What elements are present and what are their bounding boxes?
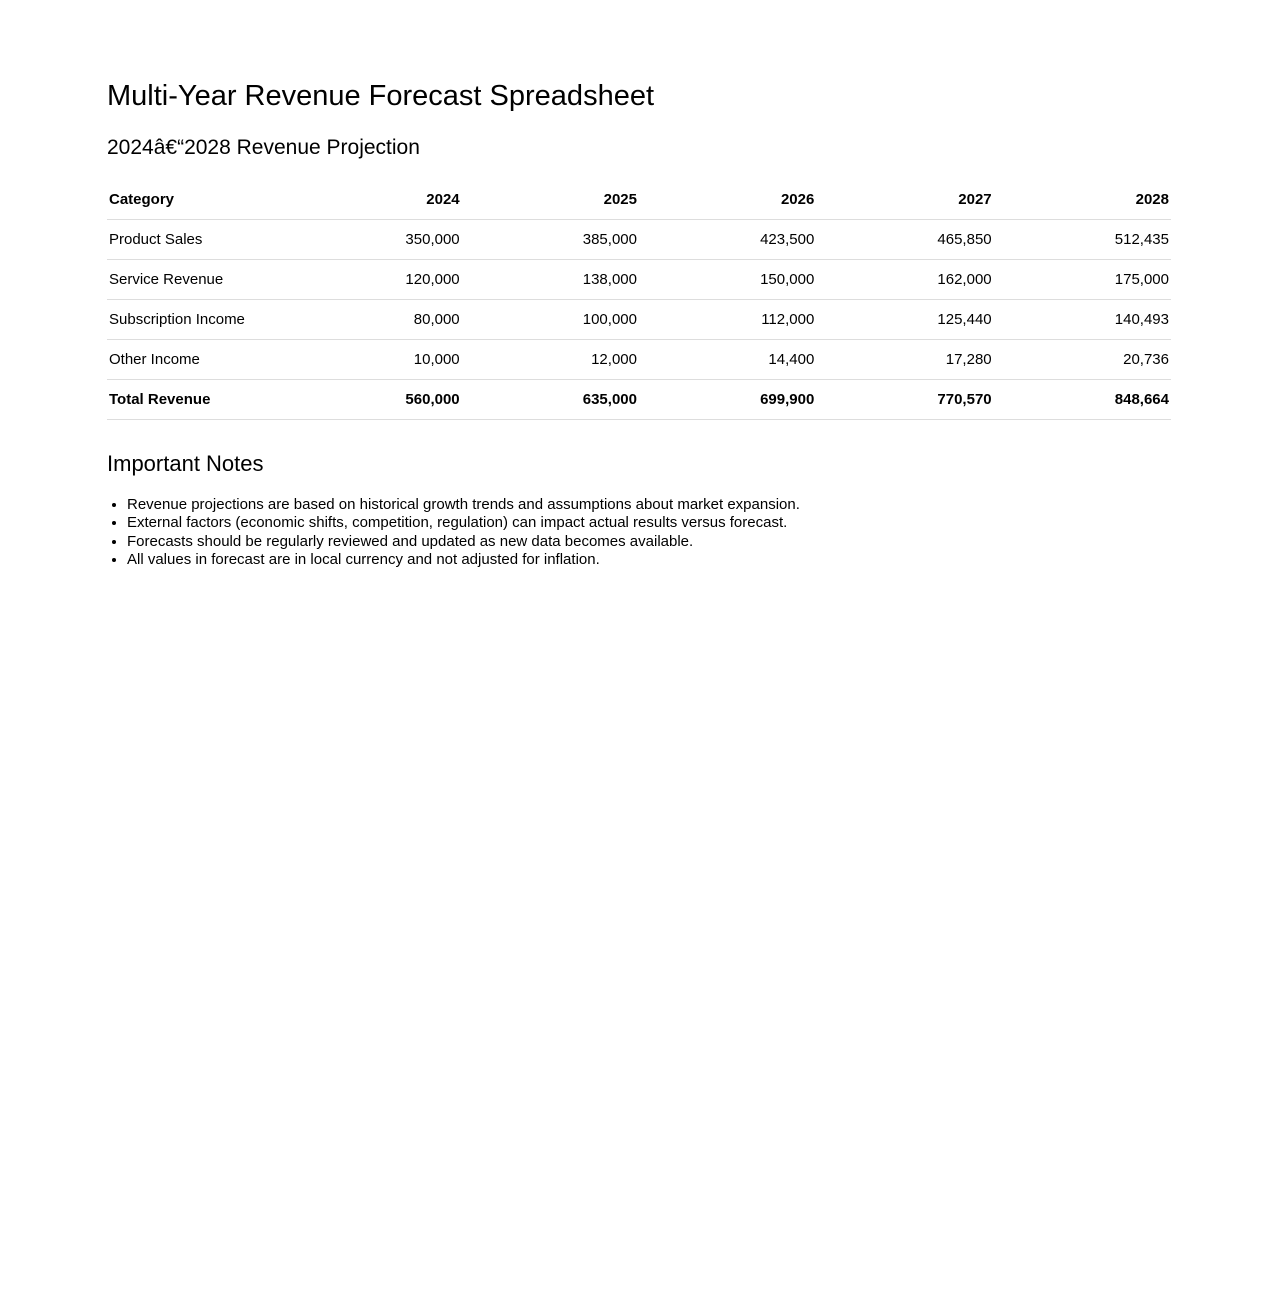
table-body [107,220,1171,420]
note-item: • Revenue projections are based on historical growth trends and assumptions about market expansion. [127,496,1171,515]
value-cell: 162,000 [816,260,993,300]
content-container [107,0,1171,570]
value-cell: 175,000 [994,260,1171,300]
column-header-2025: 2025 [462,180,639,220]
total-value-cell: 848,664 [994,380,1171,420]
value-cell: 140,493 [994,300,1171,340]
column-header-2024: 2024 [284,180,461,220]
value-cell: 385,000 [462,220,639,260]
value-cell: 350,000 [284,220,461,260]
category-cell: Product Sales [107,220,284,260]
category-cell: Subscription Income [107,300,284,340]
category-cell: Service Revenue [107,260,284,300]
total-row [107,380,1171,420]
value-cell: 465,850 [816,220,993,260]
value-cell: 17,280 [816,340,993,380]
value-cell: 80,000 [284,300,461,340]
table-header [107,180,1171,220]
note-item: • All values in forecast are in local currency and not adjusted for inflation. [127,551,1171,570]
note-item: • Forecasts should be regularly reviewed and updated as new data becomes available. [127,533,1171,552]
value-cell: 12,000 [462,340,639,380]
column-header-2028: 2028 [994,180,1171,220]
total-value-cell: 699,900 [639,380,816,420]
total-value-cell: 635,000 [462,380,639,420]
value-cell: 14,400 [639,340,816,380]
page-title: Multi-Year Revenue Forecast Spreadsheet [107,80,655,112]
notes-heading: Important Notes [107,451,264,477]
value-cell: 20,736 [994,340,1171,380]
value-cell: 112,000 [639,300,816,340]
value-cell: 138,000 [462,260,639,300]
value-cell: 150,000 [639,260,816,300]
table-header-row [107,180,1171,220]
column-header-2026: 2026 [639,180,816,220]
total-value-cell: 770,570 [816,380,993,420]
value-cell: 120,000 [284,260,461,300]
table-row [107,340,1171,380]
revenue-forecast-table [107,180,1171,420]
table-row [107,300,1171,340]
notes-list [107,496,1171,570]
value-cell: 125,440 [816,300,993,340]
table-row [107,260,1171,300]
value-cell: 100,000 [462,300,639,340]
value-cell: 512,435 [994,220,1171,260]
value-cell: 10,000 [284,340,461,380]
category-cell: Other Income [107,340,284,380]
column-header-category: Category [107,180,284,220]
note-item: • External factors (economic shifts, competition, regulation) can impact actual results versus forecast. [127,514,1171,533]
page-subtitle: 2024â€“2028 Revenue Projection [107,136,420,160]
table-row [107,220,1171,260]
column-header-2027: 2027 [816,180,993,220]
total-value-cell: 560,000 [284,380,461,420]
total-label-cell: Total Revenue [107,380,284,420]
value-cell: 423,500 [639,220,816,260]
